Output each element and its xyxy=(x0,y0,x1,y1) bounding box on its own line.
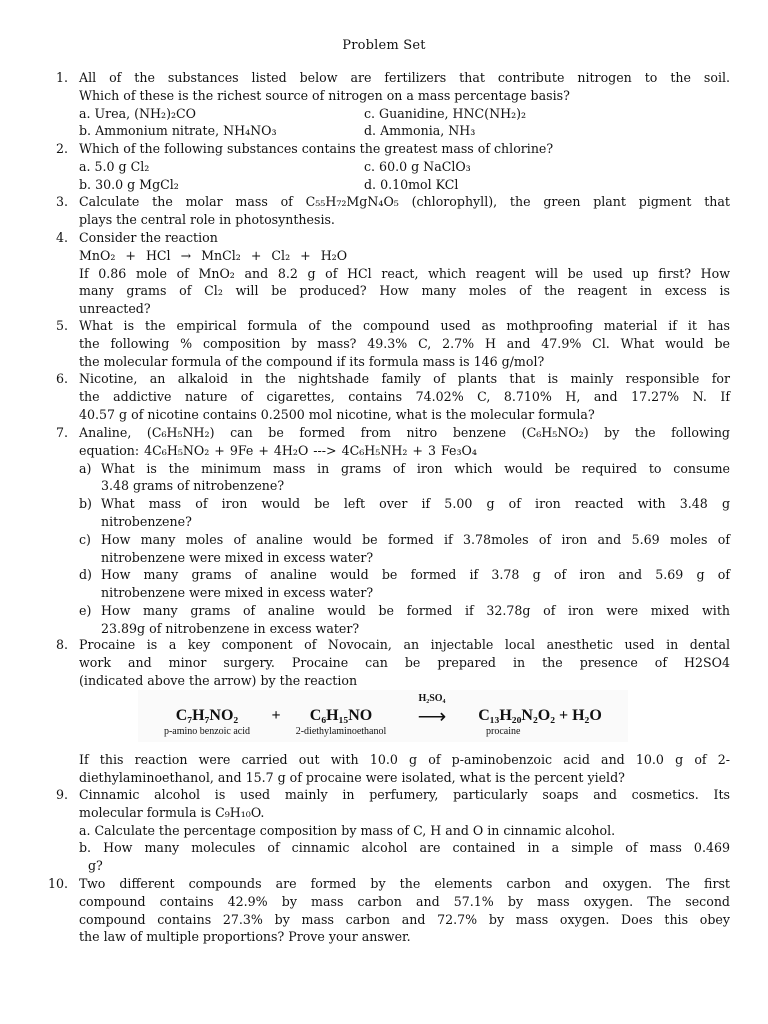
question-number: 6. xyxy=(55,371,68,386)
question-1 xyxy=(40,69,730,140)
question-number: 5. xyxy=(55,318,68,333)
question-text-line: If 0.86 mole of MnO₂ and 8.2 g of HCl react, which reagent will be used up first? How xyxy=(79,265,730,281)
reactant-1-name: p-amino benzoic acid xyxy=(163,726,251,737)
option-b: b. 30.0 g MgCl₂ xyxy=(79,176,179,192)
question-number: 1. xyxy=(55,70,68,85)
question-5 xyxy=(40,317,730,370)
question-text-line: compound contains 27.3% by mass carbon and 72.7% by mass oxygen. Does this obey xyxy=(79,911,730,927)
question-text-line: many grams of Cl₂ will be produced? How many moles of the reagent in excess is xyxy=(79,283,730,299)
reactant-2-formula: C₆H₁₅NO xyxy=(309,707,373,724)
reactant-1-formula: C₇H₇NO₂ xyxy=(175,707,239,724)
sub-question-e xyxy=(79,602,730,638)
sub-question-label: d) xyxy=(79,567,92,583)
catalyst-label: H₂SO₄ xyxy=(418,693,446,704)
reactant-2 xyxy=(288,707,394,737)
product-formula: C₁₃H₂₀N₂O₂ + H₂O xyxy=(478,707,602,724)
question-number: 8. xyxy=(55,637,68,652)
sub-question-text: How many grams of analine would be formed if 3.78 g of iron and 5.69 g of xyxy=(101,567,730,583)
question-text-line: Procaine is a key component of Novocain, an injectable local anesthetic used in dental xyxy=(79,637,730,652)
question-text-line: unreacted? xyxy=(79,301,151,317)
sub-question-text: What mass of iron would be left over if 5.00 g of iron reacted with 3.48 g xyxy=(101,496,730,512)
sub-question-text: nitrobenzene were mixed in excess water? xyxy=(101,549,374,565)
sub-question-d xyxy=(79,566,730,602)
question-8-continued xyxy=(40,751,730,787)
reaction-equation: MnO₂ + HCl → MnCl₂ + Cl₂ + H₂O xyxy=(79,247,348,263)
question-text-line: the addictive nature of cigarettes, contains 74.02% C, 8.710% H, and 17.27% N. If xyxy=(79,388,730,404)
question-text-line: Nicotine, an alkaloid in the nightshade family of plants that is mainly responsible for xyxy=(79,371,730,386)
question-text-line: compound contains 42.9% by mass carbon and 57.1% by mass oxygen. The second xyxy=(79,893,730,909)
question-text-line: 40.57 g of nicotine contains 0.2500 mol nicotine, what is the molecular formula? xyxy=(79,406,595,422)
question-text-line: If this reaction were carried out with 10.0 g of p-aminobenzoic acid and 10.0 g of 2- xyxy=(79,752,730,767)
reactant-1 xyxy=(152,707,262,737)
sub-question-b: b. How many molecules of cinnamic alcohol are contained in a simple of mass 0.469 xyxy=(79,840,730,856)
product-name: procaine xyxy=(486,726,521,737)
sub-question-text: What is the minimum mass in grams of iron which would be required to consume xyxy=(101,460,730,476)
sub-question-c xyxy=(79,531,730,567)
sub-question-text: 23.89g of nitrobenzene in excess water? xyxy=(101,620,360,636)
question-number: 9. xyxy=(55,787,68,802)
option-b: b. Ammonium nitrate, NH₄NO₃ xyxy=(79,123,277,139)
reaction-arrow: ⟶ xyxy=(417,706,447,728)
product xyxy=(456,707,624,737)
question-text-line: molecular formula is C₉H₁₀O. xyxy=(79,804,265,820)
sub-question-label: b) xyxy=(79,496,92,512)
question-number: 10. xyxy=(47,876,68,891)
answer-options xyxy=(79,158,730,194)
question-number: 4. xyxy=(55,230,68,245)
question-text-line: Which of the following substances contains the greatest mass of chlorine? xyxy=(79,141,554,156)
sub-question-b-cont: g? xyxy=(88,858,103,874)
sub-question-text: 3.48 grams of nitrobenzene? xyxy=(101,478,285,494)
question-text-line: Which of these is the richest source of nitrogen on a mass percentage basis? xyxy=(79,87,570,103)
option-a: a. Urea, (NH₂)₂CO xyxy=(79,105,197,121)
question-text-line: diethylaminoethanol, and 15.7 g of procaine were isolated, what is the percent yield? xyxy=(79,769,625,785)
question-9 xyxy=(40,786,730,875)
option-d: d. Ammonia, NH₃ xyxy=(364,123,476,139)
question-8 xyxy=(40,636,730,689)
sub-question-a xyxy=(79,460,730,496)
sub-question-label: e) xyxy=(79,602,92,618)
question-text-line: the molecular formula of the compound if its formula mass is 146 g/mol? xyxy=(79,353,545,369)
question-text-line: Consider the reaction xyxy=(79,230,218,245)
reactant-2-name: 2-diethylaminoethanol xyxy=(295,726,387,737)
procaine-reaction-image xyxy=(138,690,628,742)
question-text-line: Analine, (C₆H₅NH₂) can be formed from nitro benzene (C₆H₅NO₂) by the following xyxy=(79,425,730,440)
option-a: a. 5.0 g Cl₂ xyxy=(79,158,150,174)
question-2 xyxy=(40,140,730,193)
question-text-line: the following % composition by mass? 49.3% C, 2.7% H and 47.9% Cl. What would be xyxy=(79,335,730,351)
question-text-line: the law of multiple proportions? Prove your answer. xyxy=(79,929,411,945)
answer-options xyxy=(79,105,730,141)
question-number: 3. xyxy=(55,194,68,209)
question-text-line: Cinnamic alcohol is used mainly in perfumery, particularly soaps and cosmetics. Its xyxy=(79,787,730,802)
question-text-line: Two different compounds are formed by the elements carbon and oxygen. The first xyxy=(79,876,730,891)
sub-question-list xyxy=(79,460,730,638)
question-6 xyxy=(40,370,730,423)
question-text-line: (indicated above the arrow) by the reaction xyxy=(79,672,358,688)
question-3 xyxy=(40,193,730,229)
sub-question-text: nitrobenzene were mixed in excess water? xyxy=(101,585,374,601)
sub-question-text: How many moles of analine would be formed if 3.78moles of iron and 5.69 moles of xyxy=(101,531,730,547)
question-number: 7. xyxy=(55,425,68,440)
sub-question-text: nitrobenzene? xyxy=(101,513,192,529)
question-text-line: What is the empirical formula of the compound used as mothproofing material if it has xyxy=(79,318,730,333)
question-text-line: Calculate the molar mass of C₅₅H₇₂MgN₄O₅ (chlorophyll), the green plant pigment that xyxy=(79,194,730,209)
page-title: Problem Set xyxy=(342,38,426,53)
reaction-equation: equation: 4C₆H₅NO₂ + 9Fe + 4H₂O ---> 4C₆H₅NH₂ + 3 Fe₃O₄ xyxy=(79,442,477,458)
question-number: 2. xyxy=(55,141,68,156)
question-10 xyxy=(40,875,730,946)
option-c: c. Guanidine, HNC(NH₂)₂ xyxy=(364,105,527,121)
sub-question-label: c) xyxy=(79,531,91,547)
sub-question-b xyxy=(79,495,730,531)
sub-question-label: a) xyxy=(79,460,92,476)
option-c: c. 60.0 g NaClO₃ xyxy=(364,158,471,174)
question-text-line: plays the central role in photosynthesis. xyxy=(79,211,335,227)
question-4 xyxy=(40,229,730,318)
sub-question-text: How many grams of analine would be formed if 32.78g of iron were mixed with xyxy=(101,602,730,618)
plus-sign: + xyxy=(271,707,281,724)
sub-question-a: a. Calculate the percentage composition by mass of C, H and O in cinnamic alcohol. xyxy=(79,822,616,838)
question-7 xyxy=(40,424,730,638)
option-d: d. 0.10mol KCl xyxy=(364,176,459,192)
question-text-line: All of the substances listed below are fertilizers that contribute nitrogen to the soil. xyxy=(79,70,730,85)
question-text-line: work and minor surgery. Procaine can be prepared in the presence of H2SO4 xyxy=(79,654,730,670)
